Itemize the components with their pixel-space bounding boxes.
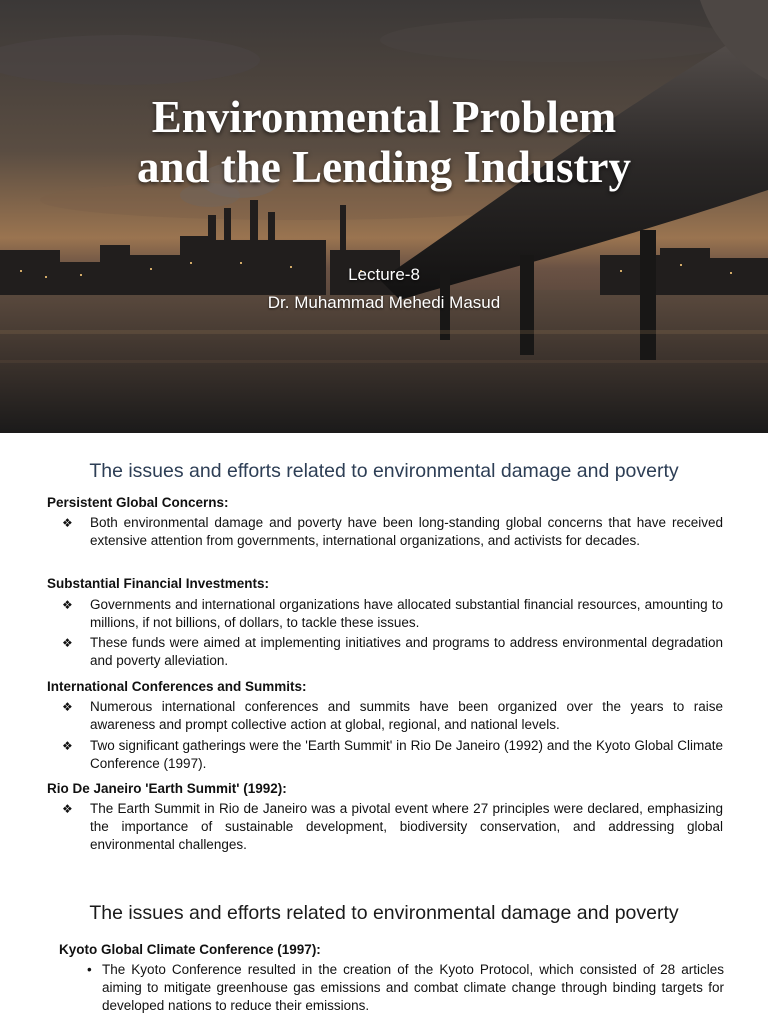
section-label-kyoto: Kyoto Global Climate Conference (1997): (59, 942, 321, 957)
bullet-item (62, 634, 723, 670)
title-line-2: and the Lending Industry (137, 142, 631, 192)
diamond-bullet-icon: ❖ (62, 516, 73, 530)
bullet-item (62, 737, 723, 773)
bullet-item (62, 800, 723, 854)
bullet-text: The Earth Summit in Rio de Janeiro was a pivotal event where 27 principles were declared, emphasizing the importance of sustainable development, biodiversity conservation, and addressing global environmental challenges. (90, 801, 723, 852)
bullet-item (62, 698, 723, 734)
lecture-label: Lecture-8 (348, 265, 420, 284)
bullet-dot-icon: • (87, 962, 92, 977)
title-slide (0, 0, 768, 433)
bullet-item (87, 961, 724, 1015)
slide2-heading: The issues and efforts related to environmental damage and poverty (89, 460, 679, 482)
bullet-text: Both environmental damage and poverty have been long-standing global concerns that have received extensive attention from governments, international organizations, and activists for decades. (90, 515, 723, 548)
section-label-conferences-summits: International Conferences and Summits: (47, 679, 307, 694)
section-label-persistent-concerns: Persistent Global Concerns: (47, 495, 229, 510)
diamond-bullet-icon: ❖ (62, 636, 73, 650)
bullet-text: These funds were aimed at implementing initiatives and programs to address environmental degradation and poverty alleviation. (90, 635, 723, 668)
industrial-pipeline-background-image (0, 0, 768, 433)
bullet-item (62, 596, 723, 632)
diamond-bullet-icon: ❖ (62, 739, 73, 753)
diamond-bullet-icon: ❖ (62, 598, 73, 612)
slide3-heading: The issues and efforts related to environmental damage and poverty (89, 902, 679, 924)
diamond-bullet-icon: ❖ (62, 700, 73, 714)
bullet-text: Two significant gatherings were the 'Earth Summit' in Rio De Janeiro (1992) and the Kyoto Global Climate Conference (1997). (90, 738, 723, 771)
bullet-text: Governments and international organizations have allocated substantial financial resources, amounting to millions, if not billions, of dollars, to tackle these issues. (90, 597, 723, 630)
bullet-text: The Kyoto Conference resulted in the creation of the Kyoto Protocol, which consisted of 28 articles aiming to mitigate greenhouse gas emissions and combat climate change through binding targets for developed nations to reduce their emissions. (102, 962, 724, 1013)
author-name: Dr. Muhammad Mehedi Masud (267, 293, 501, 312)
bullet-item (62, 514, 723, 550)
section-label-earth-summit: Rio De Janeiro 'Earth Summit' (1992): (47, 781, 287, 796)
diamond-bullet-icon: ❖ (62, 802, 73, 816)
slide-title (0, 92, 768, 192)
section-label-financial-investments: Substantial Financial Investments: (47, 576, 270, 591)
bullet-text: Numerous international conferences and summits have been organized over the years to raise awareness and prompt collective action at global, regional, and national levels. (90, 699, 723, 732)
title-line-1: Environmental Problem (151, 92, 617, 142)
